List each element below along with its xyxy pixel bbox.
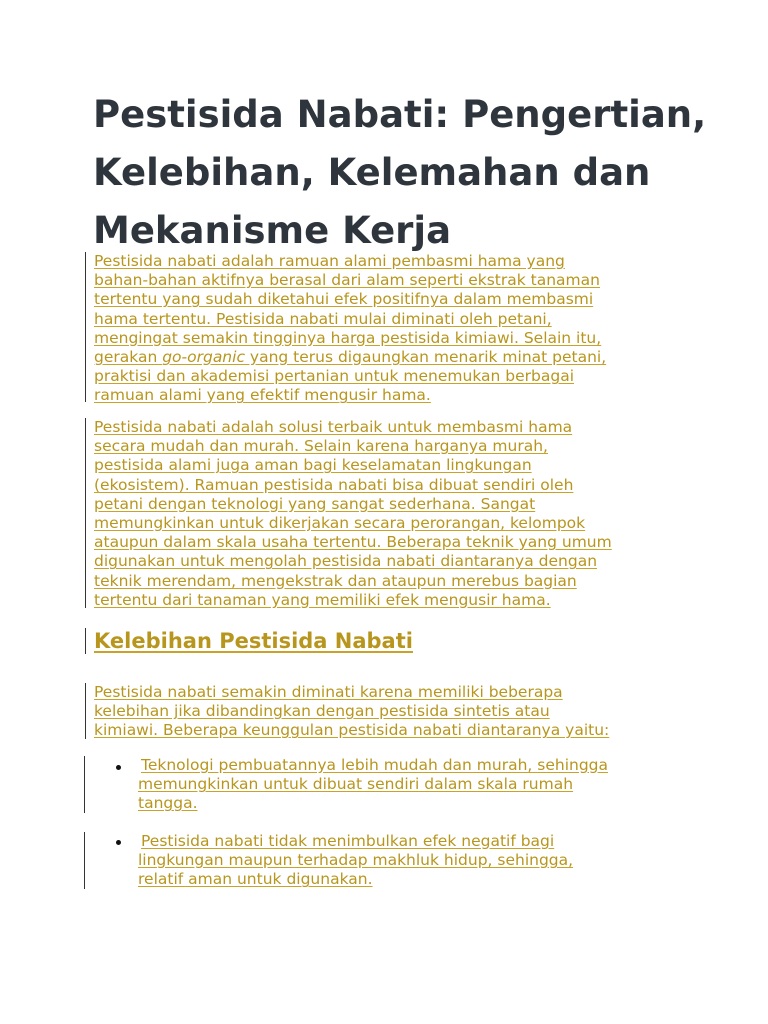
list-item[interactable] (138, 756, 694, 814)
title-line-3: Mekanisme Kerja (93, 209, 452, 252)
go-organic-term: go-organic (162, 348, 245, 367)
paragraph-line: bahan-bahan aktifnya berasal dari alam seperti ekstrak tanaman (94, 271, 600, 290)
paragraph-line: teknik merendam, mengekstrak dan ataupun merebus bagian (94, 571, 577, 590)
title-line-1: Pestisida Nabati: Pengertian, (93, 93, 707, 136)
list-item-line: relatif aman untuk digunakan. (138, 870, 373, 889)
page-title (93, 86, 713, 260)
paragraph-line: tertentu yang sudah diketahui efek positifnya dalam membasmi (94, 290, 594, 309)
paragraph-solution-block (85, 418, 695, 608)
list-item-line: lingkungan maupun terhadap makhluk hidup, sehingga, (138, 851, 574, 870)
title-line-2: Kelebihan, Kelemahan dan (93, 151, 651, 194)
paragraph-line: (ekosistem). Ramuan pestisida nabati bisa dibuat sendiri oleh (94, 475, 574, 494)
list-item-block (84, 756, 694, 813)
paragraph-line: mengingat semakin tingginya harga pestisida kimiawi. Selain itu, (94, 328, 602, 347)
paragraph-line: Pestisida nabati adalah ramuan alami pembasmi hama yang (94, 252, 565, 270)
paragraph-solution[interactable] (94, 418, 695, 610)
paragraph-advantages[interactable] (94, 683, 695, 741)
paragraph-text: gerakan (94, 348, 163, 367)
paragraph-line: petani dengan teknologi yang sangat sederhana. Sangat (94, 494, 536, 513)
list-item-line: Pestisida nabati tidak menimbulkan efek negatif bagi (141, 832, 555, 850)
paragraph-line: pestisida alami juga aman bagi keselamatan lingkungan (94, 456, 532, 475)
paragraph-text: yang terus digaungkan menarik minat petani, (244, 348, 607, 367)
paragraph-line: memungkinkan untuk dikerjakan secara perorangan, kelompok (94, 514, 586, 533)
section-heading-block (85, 628, 695, 654)
paragraph-line: Pestisida nabati semakin diminati karena memiliki beberapa (94, 683, 563, 701)
list-item-block (84, 832, 694, 889)
paragraph-line: tertentu dari tanaman yang memiliki efek mengusir hama. (94, 590, 551, 609)
list-item[interactable] (138, 832, 694, 890)
section-heading-kelebihan[interactable]: Kelebihan Pestisida Nabati (94, 629, 413, 653)
paragraph-line: hama tertentu. Pestisida nabati mulai diminati oleh petani, (94, 309, 552, 328)
paragraph-intro-block (85, 252, 695, 405)
paragraph-line: digunakan untuk mengolah pestisida nabati diantaranya dengan (94, 552, 598, 571)
paragraph-intro[interactable] (94, 252, 695, 406)
list-item-line: tangga. (138, 794, 198, 813)
paragraph-line: Pestisida nabati adalah solusi terbaik untuk membasmi hama (94, 418, 573, 436)
paragraph-line: ramuan alami yang efektif mengusir hama. (94, 386, 431, 405)
paragraph-line: kimiawi. Beberapa keunggulan pestisida nabati diantaranya yaitu: (94, 721, 610, 740)
paragraph-line: kelebihan jika dibandingkan dengan pestisida sintetis atau (94, 702, 550, 721)
list-item-line: Teknologi pembuatannya lebih mudah dan murah, sehingga (141, 756, 609, 774)
bullet-icon (116, 840, 121, 845)
paragraph-line (94, 348, 695, 367)
bullet-icon (116, 765, 121, 770)
paragraph-line: secara mudah dan murah. Selain karena harganya murah, (94, 437, 548, 456)
paragraph-advantages-block (85, 683, 695, 739)
list-item-line: memungkinkan untuk dibuat sendiri dalam skala rumah (138, 775, 574, 794)
paragraph-line: praktisi dan akademisi pertanian untuk menemukan berbagai (94, 367, 575, 386)
paragraph-line: ataupun dalam skala usaha tertentu. Beberapa teknik yang umum (94, 533, 612, 552)
